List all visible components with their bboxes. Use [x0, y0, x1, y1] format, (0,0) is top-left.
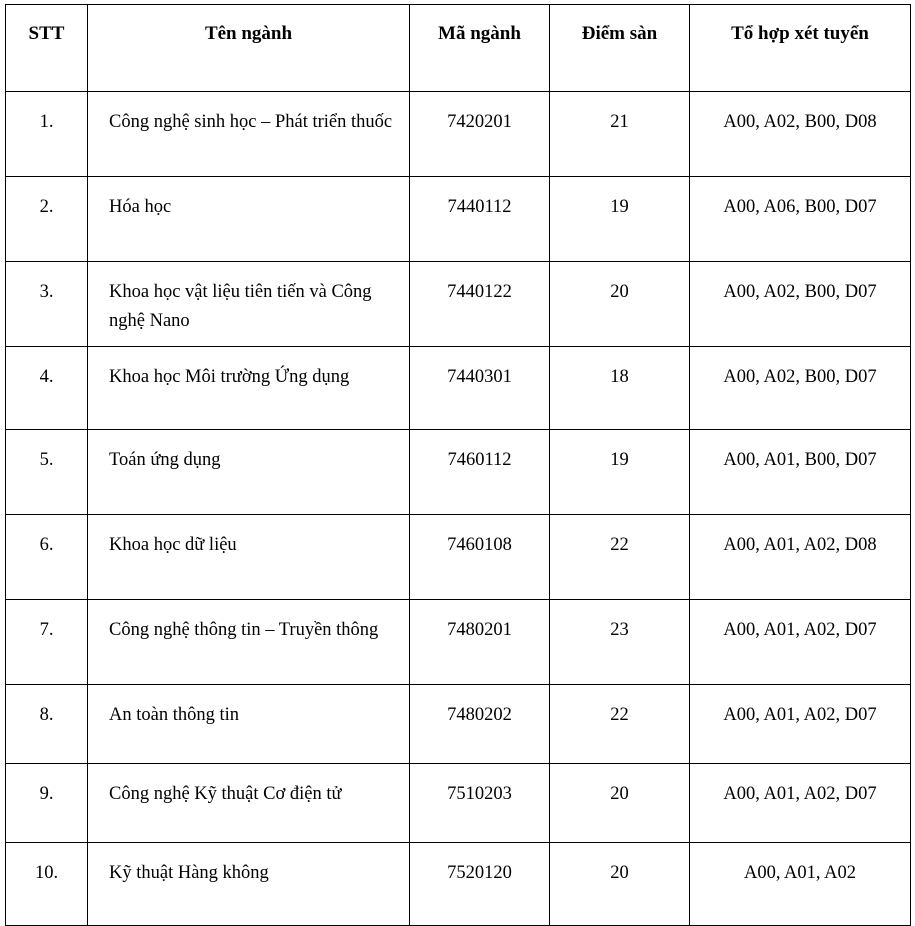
table-row [6, 843, 911, 926]
cell-stt [6, 685, 88, 764]
cell-stt [6, 347, 88, 430]
cell-stt-text: 4. [39, 367, 54, 387]
cell-combination [690, 515, 911, 600]
cell-stt [6, 515, 88, 600]
cell-score-text: 20 [610, 863, 629, 883]
cell-combination-text: A00, A01, A02, D08 [723, 535, 877, 555]
table-row [6, 685, 911, 764]
cell-code [410, 843, 550, 926]
cell-stt-text: 6. [39, 535, 54, 555]
cell-stt-text: 1. [39, 112, 54, 132]
table-row [6, 262, 911, 347]
cell-combination [690, 347, 911, 430]
cell-name [88, 764, 410, 843]
column-header-score [550, 5, 690, 92]
cell-score [550, 92, 690, 177]
cell-score-text: 19 [610, 197, 629, 217]
cell-code-text: 7440301 [447, 367, 512, 387]
cell-name [88, 177, 410, 262]
cell-code-text: 7420201 [447, 112, 512, 132]
cell-combination-text: A00, A02, B00, D08 [723, 112, 877, 132]
cell-stt-text: 2. [39, 197, 54, 217]
cell-combination [690, 262, 911, 347]
column-header-stt [6, 5, 88, 92]
cell-code [410, 347, 550, 430]
cell-name [88, 92, 410, 177]
cell-name-text: Hóa học [109, 197, 172, 217]
cell-code [410, 262, 550, 347]
cell-combination [690, 764, 911, 843]
cell-combination-text: A00, A02, B00, D07 [723, 367, 877, 387]
cell-combination-text: A00, A01, B00, D07 [723, 450, 877, 470]
column-header-combination-label: Tổ hợp xét tuyển [731, 23, 869, 44]
cell-combination-text: A00, A02, B00, D07 [723, 282, 877, 302]
cell-name [88, 600, 410, 685]
cell-score [550, 600, 690, 685]
cell-combination-text: A00, A01, A02, D07 [723, 620, 877, 640]
cell-combination-text: A00, A01, A02, D07 [723, 784, 877, 804]
cell-name-text: Công nghệ sinh học – Phát triển thuốc [109, 112, 393, 132]
cell-code [410, 764, 550, 843]
column-header-combination [690, 5, 911, 92]
table-row [6, 430, 911, 515]
cell-name [88, 685, 410, 764]
cell-code-text: 7520120 [447, 863, 512, 883]
cell-code [410, 430, 550, 515]
column-header-score-label: Điểm sàn [581, 23, 658, 44]
table-header [6, 5, 911, 92]
cell-combination [690, 92, 911, 177]
table-row [6, 177, 911, 262]
cell-combination [690, 685, 911, 764]
cell-score-text: 20 [610, 784, 629, 804]
cell-combination [690, 843, 911, 926]
cell-stt [6, 430, 88, 515]
cell-name-text: Khoa học Môi trường Ứng dụng [109, 367, 350, 387]
cell-stt [6, 177, 88, 262]
cell-score [550, 262, 690, 347]
cell-stt [6, 843, 88, 926]
cell-stt-text: 8. [39, 705, 54, 725]
cell-name-text: Công nghệ Kỹ thuật Cơ điện tử [109, 784, 342, 804]
cell-code [410, 600, 550, 685]
cell-stt [6, 600, 88, 685]
cell-stt [6, 262, 88, 347]
cell-name-text: Khoa học vật liệu tiên tiến và Công nghệ Nano [109, 282, 372, 331]
cell-score-text: 22 [610, 705, 629, 725]
cell-name [88, 347, 410, 430]
cell-code [410, 685, 550, 764]
column-header-code-label: Mã ngành [438, 23, 521, 44]
cell-combination-text: A00, A06, B00, D07 [723, 197, 877, 217]
cell-name-text: Công nghệ thông tin – Truyền thông [109, 620, 379, 640]
cell-combination-text: A00, A01, A02 [743, 863, 857, 883]
cell-score [550, 685, 690, 764]
cell-name [88, 515, 410, 600]
cell-score-text: 21 [610, 112, 629, 132]
cell-code-text: 7480202 [447, 705, 512, 725]
column-header-stt-label: STT [28, 23, 65, 44]
cell-score-text: 18 [610, 367, 629, 387]
column-header-name [88, 5, 410, 92]
cell-name-text: An toàn thông tin [109, 705, 240, 725]
cell-name-text: Khoa học dữ liệu [109, 535, 237, 555]
table-row [6, 92, 911, 177]
cell-score-text: 20 [610, 282, 629, 302]
cell-name [88, 843, 410, 926]
cell-code [410, 515, 550, 600]
cell-combination [690, 600, 911, 685]
cell-stt [6, 92, 88, 177]
cell-name [88, 262, 410, 347]
cell-score [550, 347, 690, 430]
cell-stt-text: 3. [39, 282, 54, 302]
cell-code [410, 177, 550, 262]
cell-score [550, 843, 690, 926]
cell-name-text: Kỹ thuật Hàng không [109, 863, 269, 883]
cell-score [550, 430, 690, 515]
cell-score [550, 177, 690, 262]
cell-code-text: 7480201 [447, 620, 512, 640]
cell-code-text: 7510203 [447, 784, 512, 804]
cell-name [88, 430, 410, 515]
cell-stt-text: 7. [39, 620, 54, 640]
table-row [6, 764, 911, 843]
cell-code-text: 7440122 [447, 282, 512, 302]
cell-code [410, 92, 550, 177]
table-row [6, 515, 911, 600]
table-body [6, 92, 911, 926]
cell-combination [690, 430, 911, 515]
cell-code-text: 7460108 [447, 535, 512, 555]
cell-score-text: 23 [610, 620, 629, 640]
cell-score-text: 19 [610, 450, 629, 470]
cell-code-text: 7440112 [447, 197, 512, 217]
cell-stt [6, 764, 88, 843]
table-row [6, 600, 911, 685]
cell-combination-text: A00, A01, A02, D07 [723, 705, 877, 725]
column-header-code [410, 5, 550, 92]
cell-name-text: Toán ứng dụng [109, 450, 221, 470]
cell-code-text: 7460112 [447, 450, 512, 470]
cell-stt-text: 9. [39, 784, 54, 804]
cell-combination [690, 177, 911, 262]
cell-score-text: 22 [610, 535, 629, 555]
cell-score [550, 764, 690, 843]
column-header-name-label: Tên ngành [204, 23, 293, 44]
admissions-table [5, 4, 911, 926]
table-header-row [6, 5, 911, 92]
cell-score [550, 515, 690, 600]
table-row [6, 347, 911, 430]
cell-stt-text: 10. [34, 863, 59, 883]
cell-stt-text: 5. [39, 450, 54, 470]
